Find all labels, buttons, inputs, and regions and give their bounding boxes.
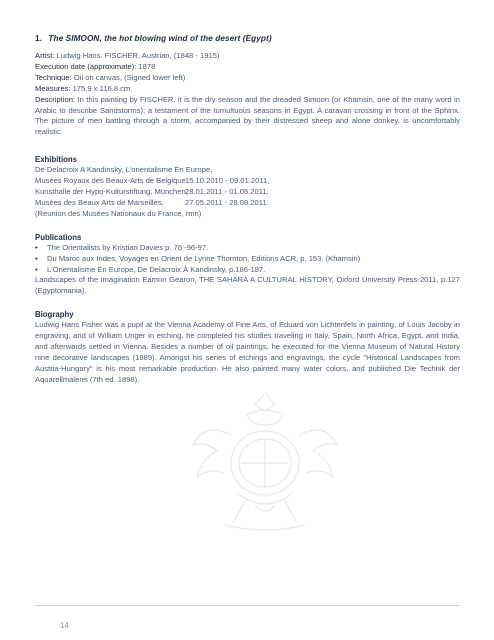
exhibition-dates: 28.01.2011 - 01.05.2011, (185, 187, 269, 197)
detail-value: 175.9 x 116.8 cm. (70, 83, 133, 93)
exhibitions-heading: Exhibitions (35, 155, 78, 165)
description-paragraph (35, 95, 460, 139)
artwork-title (35, 34, 460, 43)
exhibitions-note: (Reunion des Musées Nationaux du France, rmn) (35, 208, 202, 218)
publications-heading: Publications (35, 232, 82, 242)
detail-measures (35, 84, 460, 95)
bullet-icon: • (35, 242, 38, 252)
publication-text: The Orientalists by Kristian Davies p. 76 -96-97. (47, 242, 209, 252)
bullet-icon: • (35, 253, 38, 263)
exhibition-venue: Musées des Beaux Arts de Marseilles, (35, 197, 164, 207)
artwork-number: 1. (35, 34, 43, 43)
detail-label: Execution date (approximate): (35, 61, 137, 71)
biography-paragraph: Ludwig Hans Fisher was a pupil at the Vienna Academy of Fine Arts, of Eduard von Lichtenfels in painting, of Louis Jacoby in engraving, and of William Unger in etching, he completed his studies traveling in Italy, Spain, North Africa, Egypt, and India, and afterwards settled in Vienna. Besides a number of oil paintings, he executed for the Vienna Museum of Natural History nine decorative landscapes (1889). Amongst his series of etchings and engravings, the cycle "Historical Landscapes from Austria-Hungary" is his most remarkable production. He also painted many water colors, and published Die Technik der Aquarellmalerei (7th ed. 1898). (35, 320, 460, 384)
description-text: In this painting by FISCHER, it is the dry season and the dreaded Simoon (or Khamsin, one of the many word in Arabic to describe Sandstorms); a testament of the tumultuous seasons in Egypt. A caravan crossing in front of the Sphinx. The picture of men battling through a storm, accompanied by their distressed sheep and alone donkey, is uncomfortably realistic. (35, 94, 460, 137)
detail-label: Technique: (35, 72, 72, 82)
detail-execution-date (35, 62, 460, 73)
exhibition-row (35, 176, 460, 187)
detail-label: Measures: (35, 83, 71, 93)
exhibition-dates: 15.10.2010 - 09.01.2011, (185, 176, 270, 186)
watermark-crest-icon (185, 385, 345, 535)
exhibition-venue: Musées Royaux des Beaux-Arts de Belgique (35, 176, 186, 186)
description-label: Description: (35, 94, 76, 104)
publication-item (35, 243, 460, 254)
footer-divider (35, 605, 460, 606)
publication-item (35, 254, 460, 265)
publication-item (35, 265, 460, 276)
document-content (35, 34, 460, 386)
detail-value: Oil on canvas, (Signed lower left) (71, 72, 186, 82)
detail-technique (35, 73, 460, 84)
publication-text: L'Orientalisme En Europe, De Delacroix À Kandinsky, p.186-187. (47, 264, 266, 274)
exhibitions-intro: De Delacroix A Kandinsky, L'orientalisme En Europe, (35, 165, 213, 175)
exhibition-row (35, 198, 460, 209)
page-number: 14 (60, 621, 69, 630)
publication-extra: Landscapes of the imagination Eamon Gearon, THE SAHARA A CULTURAL HISTORY, Oxford University Press-2011, p.127 (Egyptomania). (35, 275, 460, 296)
detail-value: 1878 (136, 61, 156, 71)
detail-value: Ludwig Hans. FISCHER, Austrian, (1848 - 1915) (54, 51, 220, 60)
exhibition-dates: 27.05.2011 - 28.08.2011. (185, 197, 269, 207)
exhibition-row (35, 187, 460, 198)
exhibition-venue: Kunsthalle der Hypo-Kulturstiftung, München, (35, 187, 188, 197)
publication-text: Du Maroc aux Indes, Voyages en Orient de Lynne Thornton, Editions ACR, p. 153. (Khamsin) (47, 253, 361, 263)
biography-heading: Biography (35, 310, 74, 320)
bullet-icon: • (35, 264, 38, 274)
detail-label: Artist: (35, 51, 55, 60)
detail-artist (35, 51, 460, 62)
artwork-title-text: The SIMOON, the hot blowing wind of the desert (Egypt) (48, 34, 272, 43)
